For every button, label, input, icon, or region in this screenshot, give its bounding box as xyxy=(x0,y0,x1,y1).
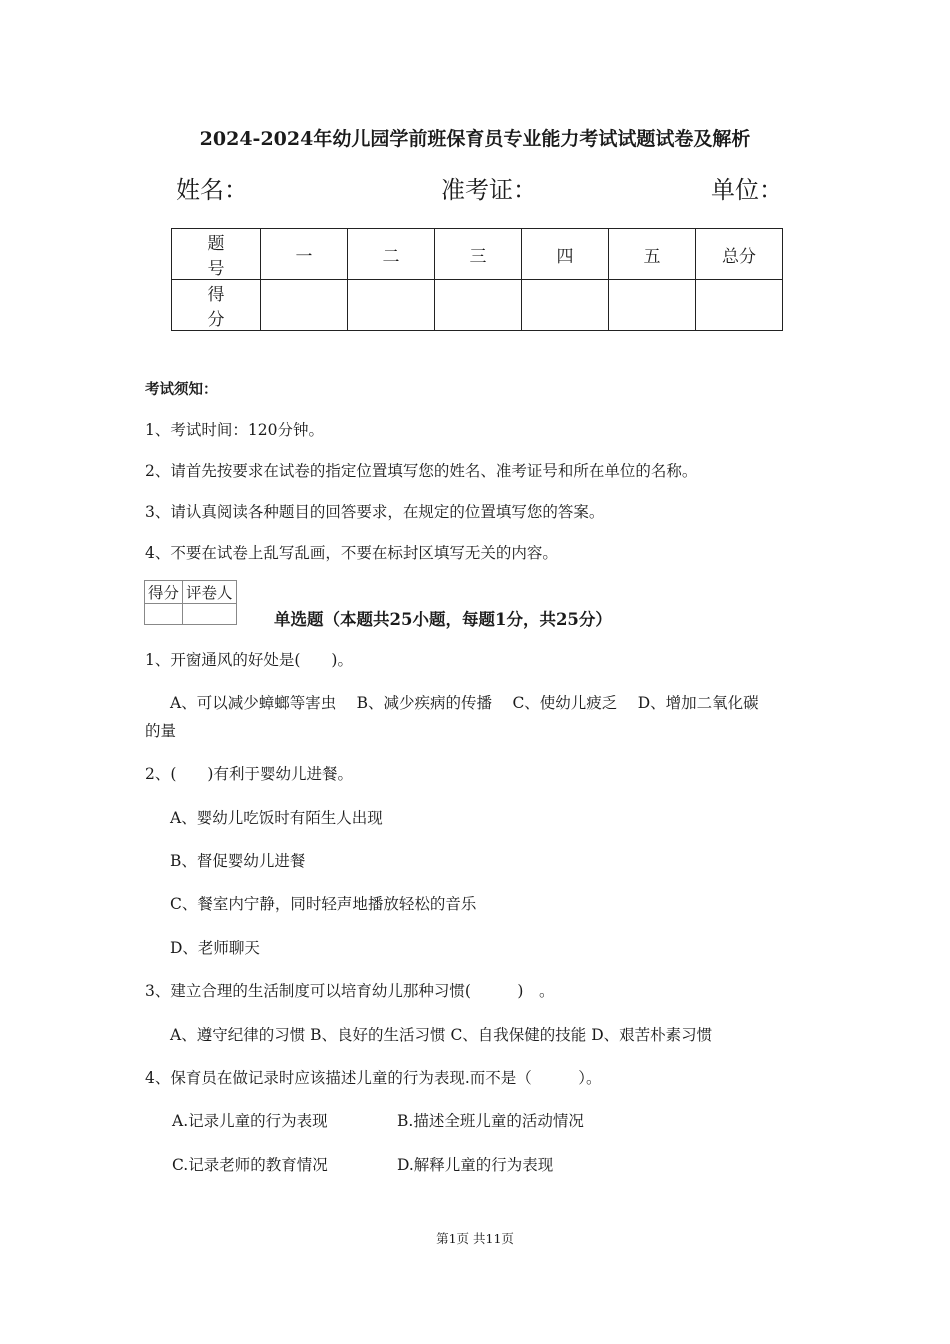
section-title: 单选题（本题共25小题，每题1分，共25分） xyxy=(274,610,612,629)
question-4-option-a: A.记录儿童的行为表现 xyxy=(172,1112,328,1130)
column-3: 三 xyxy=(435,229,522,280)
document-title: 2024-2024年幼儿园学前班保育员专业能力考试试题试卷及解析 xyxy=(199,128,751,150)
question-4-option-d: D.解释儿童的行为表现 xyxy=(397,1156,554,1174)
question-2-option-d: D、老师聊天 xyxy=(170,939,260,957)
question-1-options: A、可以减少蟑螂等害虫 B、减少疾病的传播 C、使幼儿疲乏 D、增加二氧化碳 xyxy=(170,694,759,712)
question-4-option-c: C.记录老师的教育情况 xyxy=(172,1156,328,1174)
question-4-stem: 4、保育员在做记录时应该描述儿童的行为表现.而不是（ ）。 xyxy=(145,1069,602,1087)
grader-score-cell[interactable] xyxy=(145,604,183,625)
question-4-option-b: B.描述全班儿童的活动情况 xyxy=(397,1112,584,1130)
grader-score-label: 得分 xyxy=(145,581,183,604)
column-2: 二 xyxy=(348,229,435,280)
score-cell-3[interactable] xyxy=(435,280,522,331)
question-2-stem: 2、( )有利于婴幼儿进餐。 xyxy=(145,765,353,783)
score-cell-4[interactable] xyxy=(522,280,609,331)
notice-item-1: 1、考试时间：120分钟。 xyxy=(145,421,324,439)
question-1-options-wrap: 的量 xyxy=(145,722,177,740)
question-2-option-a: A、婴幼儿吃饭时有陌生人出现 xyxy=(170,809,383,827)
column-5: 五 xyxy=(609,229,696,280)
column-total: 总分 xyxy=(696,229,783,280)
score-cell-2[interactable] xyxy=(348,280,435,331)
score-table xyxy=(171,228,783,331)
score-cell-total[interactable] xyxy=(696,280,783,331)
notice-item-3: 3、请认真阅读各种题目的回答要求，在规定的位置填写您的答案。 xyxy=(145,503,605,521)
question-2-option-c: C、餐室内宁静，同时轻声地播放轻松的音乐 xyxy=(170,895,477,913)
exam-id-field-label: 准考证： xyxy=(441,176,537,204)
name-field-label: 姓名： xyxy=(176,176,248,204)
page-footer: 第1页 共11页 xyxy=(436,1231,514,1246)
grader-reviewer-cell[interactable] xyxy=(183,604,237,625)
score-cell-5[interactable] xyxy=(609,280,696,331)
column-4: 四 xyxy=(522,229,609,280)
notice-item-2: 2、请首先按要求在试卷的指定位置填写您的姓名、准考证号和所在单位的名称。 xyxy=(145,462,698,480)
notice-heading: 考试须知： xyxy=(145,381,218,398)
question-2-option-b: B、督促婴幼儿进餐 xyxy=(170,852,306,870)
score-label: 得 分 xyxy=(172,280,261,331)
score-table-score-row xyxy=(172,280,783,331)
unit-field-label: 单位： xyxy=(711,176,783,204)
grader-box xyxy=(144,580,237,625)
question-3-options: A、遵守纪律的习惯 B、良好的生活习惯 C、自我保健的技能 D、艰苦朴素习惯 xyxy=(170,1026,713,1044)
grader-reviewer-label: 评卷人 xyxy=(183,581,237,604)
column-1: 一 xyxy=(261,229,348,280)
notice-item-4: 4、不要在试卷上乱写乱画，不要在标封区填写无关的内容。 xyxy=(145,544,558,562)
question-3-stem: 3、建立合理的生活制度可以培育幼儿那种习惯( ) 。 xyxy=(145,982,555,1000)
question-number-label: 题 号 xyxy=(172,229,261,280)
question-1-stem: 1、开窗通风的好处是( )。 xyxy=(145,651,353,669)
score-table-header-row xyxy=(172,229,783,280)
